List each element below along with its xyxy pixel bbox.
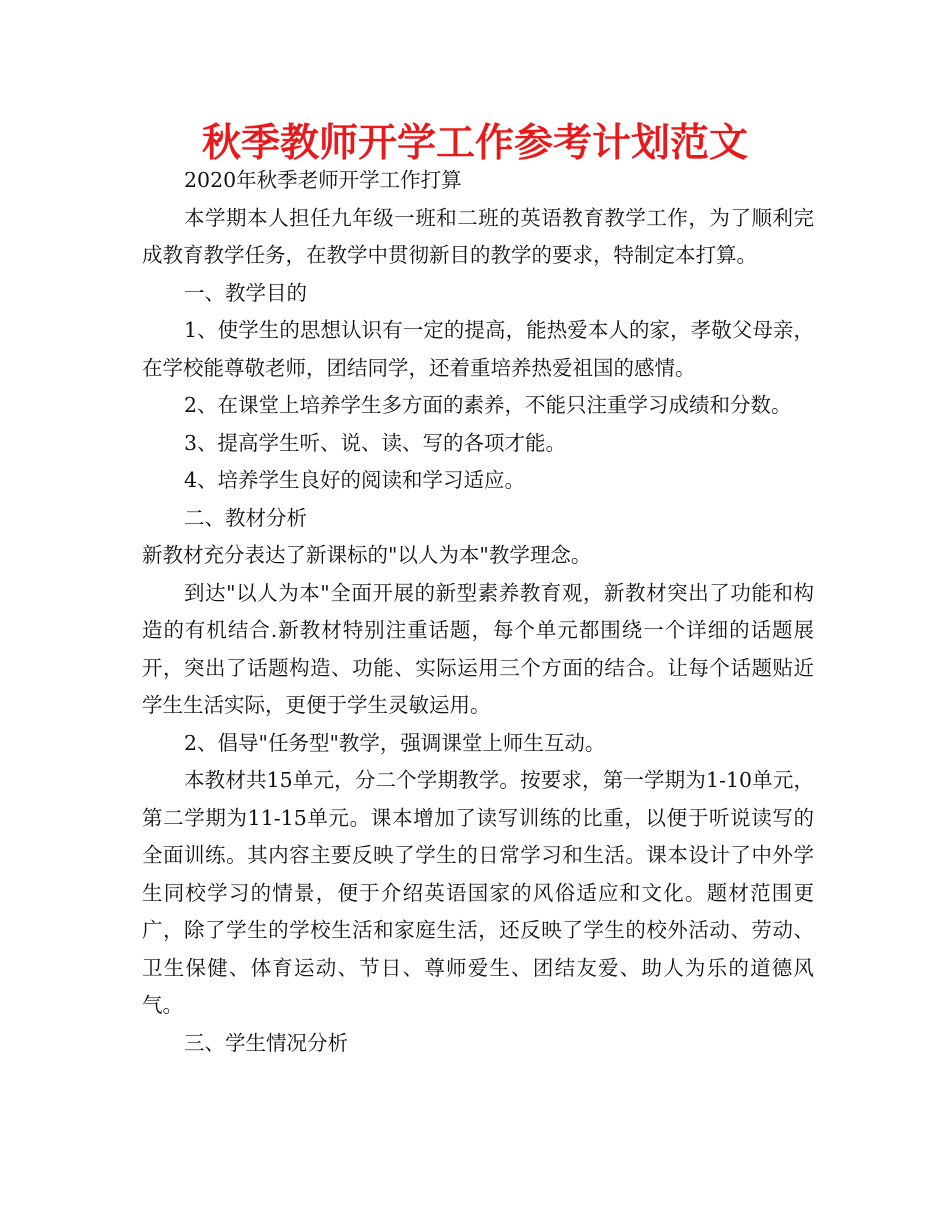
document-body <box>142 162 814 1062</box>
paragraph: 新教材充分表达了新课标的"以人为本"教学理念。 <box>142 543 592 567</box>
list-item: 3、提高学生听、说、读、写的各项才能。 <box>184 430 567 455</box>
paragraph-subtitle: 2020年秋季老师开学工作打算 <box>184 168 462 192</box>
section-heading-textbook-analysis: 二、教材分析 <box>184 505 307 530</box>
section-heading-teaching-goals: 一、教学目的 <box>184 280 307 305</box>
paragraph-intro: 本学期本人担任九年级一班和二班的英语教育教学工作，为了顺利完成教育教学任务，在教学中贯彻新目的教学的要求，特制定本打算。 <box>142 205 814 267</box>
list-item: 2、倡导"任务型"教学，强调课堂上师生互动。 <box>184 730 606 755</box>
paragraph: 到达"以人为本"全面开展的新型素养教育观，新教材突出了功能和构造的有机结合.新教材特别注重话题，每个单元都围绕一个详细的话题展开，突出了话题构造、功能、实际运用三个方面的结合。让每个话题贴近学生生活实际，更便于学生灵敏运用。 <box>142 580 814 717</box>
list-item: 4、培养学生良好的阅读和学习适应。 <box>184 468 526 492</box>
list-item: 2、在课堂上培养学生多方面的素养，不能只注重学习成绩和分数。 <box>184 393 792 417</box>
paragraph: 本教材共15单元，分二个学期教学。按要求，第一学期为1-10单元，第二学期为11-15单元。课本增加了读写训练的比重，以便于听说读写的全面训练。其内容主要反映了学生的日常学习和生活。课本设计了中外学生同校学习的情景，便于介绍英语国家的风俗适应和文化。题材范围更广，除了学生的学校生活和家庭生活，还反映了学生的校外活动、劳动、卫生保健、体育运动、节日、尊师爱生、团结友爱、助人为乐的道德风气。 <box>142 768 814 1017</box>
section-heading-student-analysis: 三、学生情况分析 <box>184 1030 348 1055</box>
list-item: 1、使学生的思想认识有一定的提高，能热爱本人的家，孝敬父母亲，在学校能尊敬老师，团结同学，还着重培养热爱祖国的感情。 <box>142 318 814 380</box>
document-title: 秋季教师开学工作参考计划范文 <box>201 121 748 166</box>
